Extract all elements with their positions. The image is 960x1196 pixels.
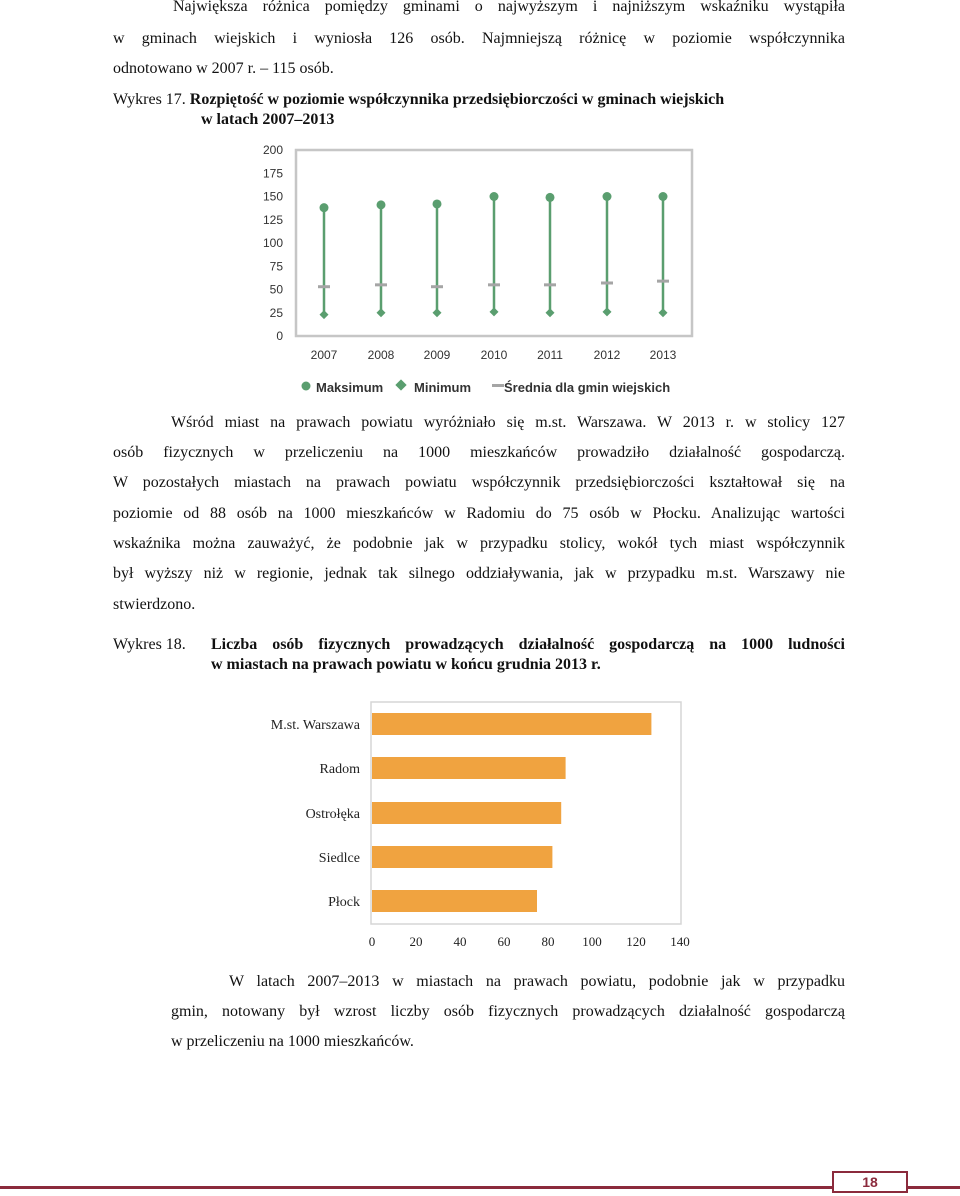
category-label: Płock <box>328 895 360 910</box>
y-tick-label: 125 <box>262 212 283 227</box>
caption-title-cont: w miastach na prawach powiatu w końcu grudnia 2013 r. <box>211 656 601 673</box>
text-line: W latach 2007–2013 w miastach na prawach powiatu, podobnie jak w przypadku <box>229 973 845 990</box>
caption-title: Rozpiętość w poziomie współczynnika przedsiębiorczości w gminach wiejskich <box>189 91 725 108</box>
text-line: Wśród miast na prawach powiatu wyróżniało się m.st. Warszawa. W 2013 r. w stolicy 127 <box>171 414 845 431</box>
text-line: poziomie od 88 osób na 1000 mieszkańców w Radomiu do 75 osób w Płocku. Analizując wartości <box>113 505 845 522</box>
x-tick-label: 120 <box>626 934 646 949</box>
text-line: osób fizycznych w przeliczeniu na 1000 mieszkańców prowadziło działalność gospodarczą. <box>113 444 845 461</box>
bar <box>372 802 561 824</box>
text-line: w gminach wiejskich i wyniosła 126 osób. Najmniejszą różnicę w poziomie współczynnika <box>113 30 845 47</box>
text-line: był wyższy niż w regionie, jednak tak silnego oddziaływania, jak w przypadku m.st. Warszawy nie <box>113 565 845 582</box>
min-point <box>320 310 329 319</box>
legend-marker-max <box>302 382 311 391</box>
text-line: stwierdzono. <box>113 596 196 613</box>
category-label: Radom <box>319 762 360 777</box>
category-label: Ostrołęka <box>305 807 360 822</box>
avg-marker <box>657 280 669 283</box>
y-tick-label: 25 <box>269 305 283 320</box>
max-point <box>546 193 555 202</box>
x-tick-label: 20 <box>409 934 423 949</box>
caption-title-cont: w latach 2007–2013 <box>201 111 335 128</box>
chart-17-caption <box>113 90 724 110</box>
x-tick-label: 2008 <box>367 348 395 362</box>
chart-17-legend <box>302 379 671 395</box>
max-point <box>490 192 499 201</box>
max-point <box>320 203 329 212</box>
bar <box>372 757 566 779</box>
max-point <box>433 199 442 208</box>
legend-label: Maksimum <box>316 380 384 395</box>
min-point <box>659 308 668 317</box>
y-tick-label: 150 <box>262 189 283 204</box>
caption-prefix: Wykres 18. <box>113 636 186 653</box>
legend-marker-min <box>395 379 406 390</box>
min-point <box>546 308 555 317</box>
x-tick-label: 100 <box>582 934 602 949</box>
min-point <box>377 308 386 317</box>
bar <box>372 890 537 912</box>
page-number: 18 <box>832 1171 908 1193</box>
min-point <box>490 307 499 316</box>
max-point <box>603 192 612 201</box>
avg-marker <box>601 281 613 284</box>
category-label: M.st. Warszawa <box>270 718 360 733</box>
x-tick-label: 0 <box>368 934 376 949</box>
text-line: w przeliczeniu na 1000 mieszkańców. <box>171 1033 414 1050</box>
category-label: Siedlce <box>318 851 360 866</box>
x-tick-label: 60 <box>497 934 511 949</box>
text-line: Największa różnica pomiędzy gminami o najwyższym i najniższym wskaźniku wystąpiła <box>173 0 845 15</box>
x-tick-label: 80 <box>541 934 555 949</box>
min-point <box>603 307 612 316</box>
x-tick-label: 2009 <box>423 348 451 362</box>
avg-marker <box>488 283 500 286</box>
chart-18-bars <box>0 695 960 955</box>
bar <box>372 846 552 868</box>
min-point <box>433 308 442 317</box>
text-line: gmin, notowany był wzrost liczby osób fizycznych prowadzących działalność gospodarczą <box>171 1003 845 1020</box>
x-tick-label: 2012 <box>593 348 621 362</box>
avg-marker <box>544 283 556 286</box>
caption-prefix: Wykres 17. <box>113 91 186 108</box>
footer-rule <box>0 1186 960 1189</box>
avg-marker <box>375 283 387 286</box>
legend-marker-avg <box>492 384 504 387</box>
x-tick-label: 2011 <box>537 348 563 362</box>
x-tick-label: 2007 <box>310 348 338 362</box>
legend-label: Minimum <box>414 380 472 395</box>
avg-marker <box>318 285 330 288</box>
caption-title: Liczba osób fizycznych prowadzących działalność gospodarczą na 1000 ludności <box>211 636 845 653</box>
y-tick-label: 200 <box>262 143 283 157</box>
y-tick-label: 175 <box>262 166 283 181</box>
y-tick-label: 100 <box>262 236 283 250</box>
y-tick-label: 50 <box>269 282 283 297</box>
y-tick-label: 75 <box>269 259 283 274</box>
y-tick-label: 0 <box>276 329 283 343</box>
avg-marker <box>431 285 443 288</box>
chart-18-caption-line2 <box>211 655 601 675</box>
max-point <box>377 200 386 209</box>
text-line: W pozostałych miastach na prawach powiatu współczynnik przedsiębiorczości kształtował się na <box>113 474 845 491</box>
chart-17-caption-line2 <box>201 110 334 130</box>
bar <box>372 713 651 735</box>
paragraph-intro <box>113 0 845 17</box>
chart-18-caption <box>113 635 845 655</box>
text-line: wskaźnika można zauważyć, że podobnie jak w przypadku stolicy, wokół tych miast współczynnik <box>113 535 845 552</box>
x-tick-label: 2010 <box>480 348 508 362</box>
chart-17-range <box>0 140 960 410</box>
x-tick-label: 140 <box>670 934 690 949</box>
legend-label: Średnia dla gmin wiejskich <box>504 380 671 395</box>
paragraph-intro-line2 <box>113 29 845 49</box>
x-tick-label: 40 <box>453 934 467 949</box>
max-point <box>659 192 668 201</box>
x-tick-label: 2013 <box>649 348 677 362</box>
paragraph-intro-line3: odnotowano w 2007 r. – 115 osób. <box>113 60 334 77</box>
